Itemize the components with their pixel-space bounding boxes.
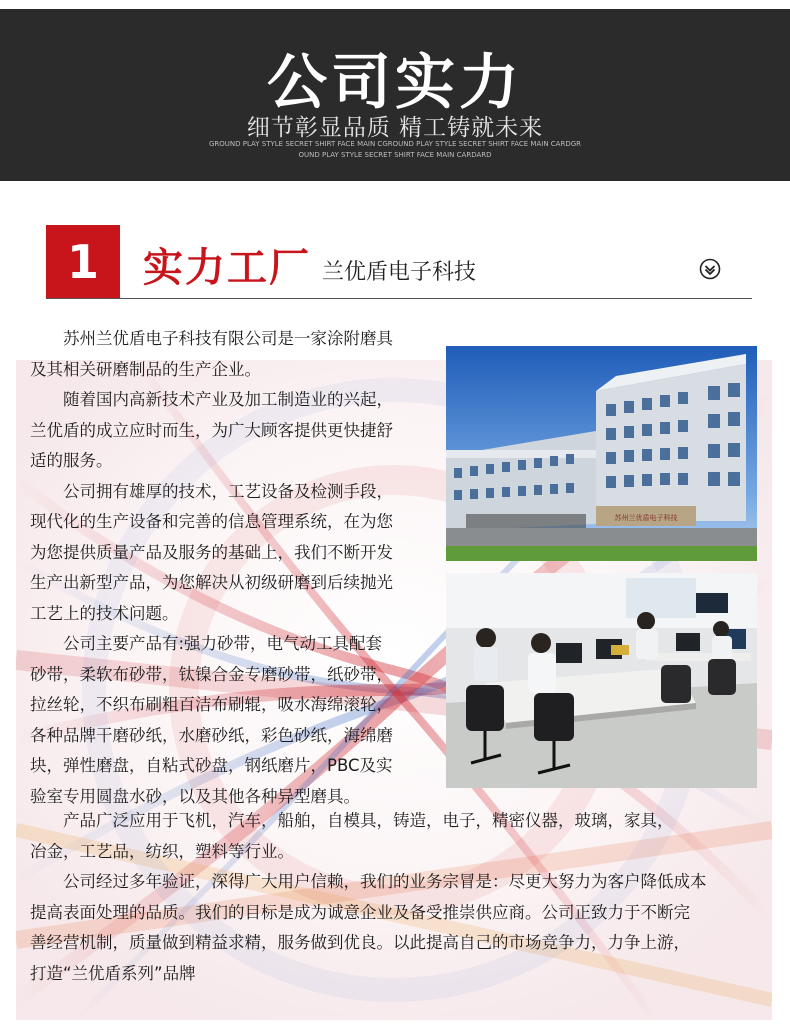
text-line: 验室专用圆盘水砂，以及其他各种异型磨具。 (30, 786, 360, 806)
section-title: 实力工厂 (143, 245, 311, 291)
text-line: 苏州兰优盾电子科技有限公司是一家涂附磨具 (63, 329, 393, 348)
factory-sign-text: 苏州兰优盾电子科技 (614, 514, 678, 522)
text-line: 冶金，工艺品，纺织，塑料等行业。 (30, 841, 294, 861)
text-line: 拉丝轮，不织布刷粗百洁布刷辊，吸水海绵滚轮， (30, 695, 393, 714)
text-line: 兰优盾的成立应时而生，为广大顾客提供更快捷舒 (30, 420, 393, 440)
text-line: 生产出新型产品，为您解决从初级研磨到后续抛光 (30, 573, 393, 592)
text-line: 打造“兰优盾系列”品牌 (30, 963, 196, 983)
page-subtitle: 细节彰显品质 精工铸就未来 (246, 115, 544, 141)
text-line: 为您提供质量产品及服务的基础上，我们不断开发 (30, 542, 393, 562)
english-line-2: OUND PLAY STYLE SECRET SHIRT FACE MAIN CARDARD (298, 151, 492, 159)
office-photo (446, 573, 757, 788)
text-line: 提高表面处理的品质。我们的目标是成为诚意企业及备受推崇供应商。公司正致力于不断完 (30, 902, 690, 922)
decorative-english-text (190, 139, 600, 161)
text-line: 随着国内高新技术产业及加工制造业的兴起， (63, 390, 393, 409)
chevron-down-circle-icon[interactable] (699, 258, 721, 280)
section-subtitle: 兰优盾电子科技 (322, 260, 477, 285)
text-line: 产品广泛应用于飞机，汽车，船舶，自模具，铸造，电子，精密仪器，玻璃，家具， (63, 811, 674, 830)
text-line: 善经营机制，质量做到精益求精，服务做到优良。以此提高自己的市场竞争力，力争上游， (30, 933, 690, 952)
page-title: 公司实力 (267, 48, 523, 118)
detail-text-block (30, 806, 775, 989)
text-line: 各种品牌干磨砂纸，水磨砂纸，彩色砂纸，海绵磨 (30, 725, 393, 745)
text-line: 砂带，柔软布砂带，钛镍合金专磨砂带，纸砂带， (30, 664, 393, 684)
english-line-1: GROUND PLAY STYLE SECRET SHIRT FACE MAIN CGROUND PLAY STYLE SECRET SHIRT FACE MAIN CARDGR (208, 140, 581, 148)
section-divider (46, 298, 752, 299)
header-banner (0, 9, 790, 181)
intro-text-block (30, 324, 430, 812)
text-line: 工艺上的技术问题。 (30, 603, 179, 623)
text-line: 现代化的生产设备和完善的信息管理系统，在为您 (30, 512, 393, 531)
factory-photo (446, 346, 757, 561)
text-line: 适的服务。 (30, 451, 113, 470)
text-line: 公司经过多年验证，深得广大用户信赖，我们的业务宗冒是：尽更大努力为客户降低成本 (63, 872, 707, 891)
text-line: 公司主要产品有:强力砂带，电气动工具配套 (63, 634, 383, 653)
text-line: 公司拥有雄厚的技术，工艺设备及检测手段， (63, 481, 393, 501)
section-number: 1 (46, 225, 120, 299)
text-line: 块，弹性磨盘，自粘式砂盘，钢纸磨片，PBC及实 (30, 756, 393, 775)
text-line: 及其相关研磨制品的生产企业。 (30, 359, 261, 379)
